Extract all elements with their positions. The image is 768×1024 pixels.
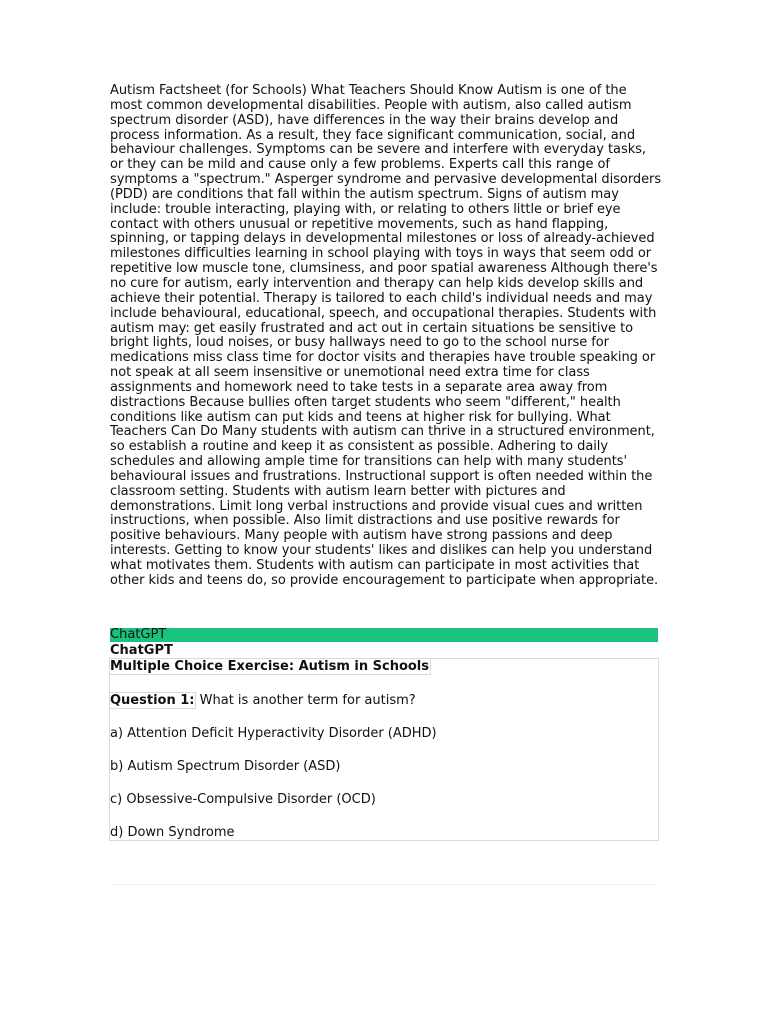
chatgpt-author-label: ChatGPT bbox=[110, 643, 173, 658]
question-1 bbox=[110, 693, 416, 708]
option-d: d) Down Syndrome bbox=[110, 825, 235, 840]
chatgpt-header-bar: ChatGPT bbox=[110, 628, 658, 642]
option-a: a) Attention Deficit Hyperactivity Disorder (ADHD) bbox=[110, 726, 437, 741]
question-label: Question 1: bbox=[110, 693, 195, 708]
exercise-card bbox=[109, 658, 659, 841]
exercise-title: Multiple Choice Exercise: Autism in Schools bbox=[110, 659, 430, 674]
option-b: b) Autism Spectrum Disorder (ASD) bbox=[110, 759, 341, 774]
factsheet-paragraph: Autism Factsheet (for Schools) What Teachers Should Know Autism is one of the most common developmental disabilities. People with autism, also called autism spectrum disorder (ASD), have differences in the way their brains develop and process information. As a result, they face significant communication, social, and behaviour challenges. Symptoms can be severe and interfere with everyday tasks, or they can be mild and cause only a few problems. Experts call this range of symptoms a "spectrum." Asperger syndrome and pervasive developmental disorders (PDD) are conditions that fall within the autism spectrum. Signs of autism may include: trouble interacting, playing with, or relating to others little or brief eye contact with others unusual or repetitive movements, such as hand flapping, spinning, or tapping delays in developmental milestones or loss of already-achieved milestones difficulties learning in school playing with toys in ways that seem odd or repetitive low muscle tone, clumsiness, and poor spatial awareness Although there's no cure for autism, early intervention and therapy can help kids develop skills and achieve their potential. Therapy is tailored to each child's individual needs and may include behavioural, educational, speech, and occupational therapies. Students with autism may: get easily frustrated and act out in certain situations be sensitive to bright lights, loud noises, or busy hallways need to go to the school nurse for medications miss class time for doctor visits and therapies have trouble speaking or not speak at all seem insensitive or unemotional need extra time for class assignments and homework need to take tests in a separate area away from distractions Because bullies often target students who seem "different," health conditions like autism can put kids and teens at higher risk for bullying. What Teachers Can Do Many students with autism can thrive in a structured environment, so establish a routine and keep it as consistent as possible. Adhering to daily schedules and allowing ample time for transitions can help with many students' behavioural issues and frustrations. Instructional support is often needed within the classroom setting. Students with autism learn better with pictures and demonstrations. Limit long verbal instructions and provide visual cues and written instructions, when possible. Also limit distractions and use positive rewards for positive behaviours. Many people with autism have strong passions and deep interests. Getting to know your students' likes and dislikes can help you understand what motivates them. Students with autism can participate in most activities that other kids and teens do, so provide encouragement to participate when appropriate. bbox=[110, 83, 662, 588]
option-c: c) Obsessive-Compulsive Disorder (OCD) bbox=[110, 792, 376, 807]
page-divider bbox=[110, 884, 658, 885]
question-text: What is another term for autism? bbox=[195, 693, 416, 708]
